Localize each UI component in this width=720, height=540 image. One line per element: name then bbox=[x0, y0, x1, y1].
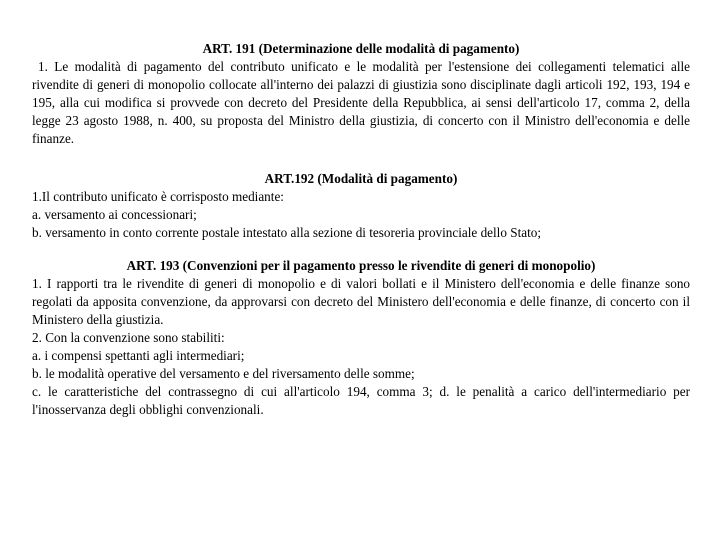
art192-line-b: b. versamento in conto corrente postale intestato alla sezione di tesoreria provinciale dello Stato; bbox=[32, 225, 542, 240]
art193-line-2: 2. Con la convenzione sono stabiliti: bbox=[32, 330, 225, 345]
art193-line-a: a. i compensi spettanti agli intermediari; bbox=[32, 348, 245, 363]
art193-line-b: b. le modalità operative del versamento e del riversamento delle somme; bbox=[32, 366, 415, 381]
art193-paragraph-1: 1. I rapporti tra le rivendite di generi di monopolio e di valori bollati e il Ministero dell'economia e delle finanze sono regolati da apposita convenzione, da approvarsi con decreto del Ministero dell'economia e delle finanze, di concerto con il Ministero della giustizia. bbox=[32, 276, 690, 327]
art192-heading: ART.192 (Modalità di pagamento) bbox=[264, 171, 458, 186]
art193-heading: ART. 193 (Convenzioni per il pagamento presso le rivendite di generi di monopolio) bbox=[126, 258, 596, 273]
art191-heading: ART. 191 (Determinazione delle modalità di pagamento) bbox=[202, 41, 520, 56]
document-page bbox=[32, 40, 690, 419]
art192-line-a: a. versamento ai concessionari; bbox=[32, 207, 197, 222]
art192-line-1: 1.Il contributo unificato è corrisposto mediante: bbox=[32, 189, 284, 204]
art191-paragraph: 1. Le modalità di pagamento del contributo unificato e le modalità per l'estensione dei collegamenti telematici alle rivendite di generi di monopolio collocate all'interno dei palazzi di giustizia sono disciplinate dagli articoli 192, 193, 194 e 195, alla cui modifica si provvede con decreto del Presidente della Repubblica, ai sensi dell'articolo 17, comma 2, della legge 23 agosto 1988, n. 400, su proposta del Ministro della giustizia, di concerto con il Ministro dell'economia e delle finanze. bbox=[32, 59, 690, 146]
art193-paragraph-c: c. le caratteristiche del contrassegno di cui all'articolo 194, comma 3; d. le penalità a carico dell'intermediario per l'inosservanza degli obblighi convenzionali. bbox=[32, 384, 690, 417]
